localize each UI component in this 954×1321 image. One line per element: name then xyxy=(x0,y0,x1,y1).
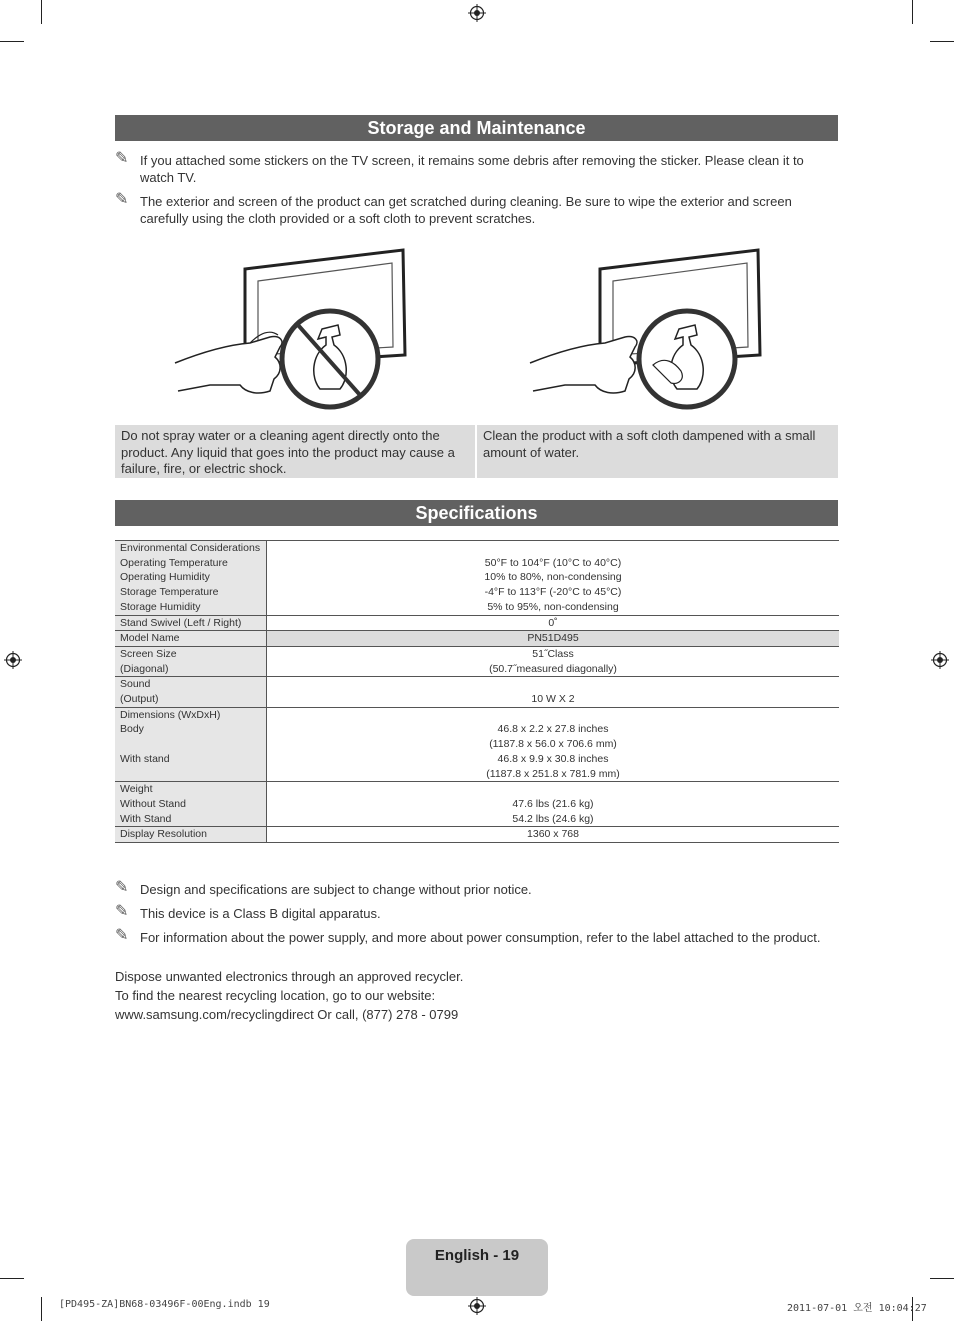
spec-value: 0˚ xyxy=(267,615,840,631)
crop-mark xyxy=(41,0,42,24)
registration-mark-icon xyxy=(931,651,949,669)
disposal-info xyxy=(115,967,463,1024)
storage-note xyxy=(115,152,840,186)
table-row xyxy=(115,827,839,843)
table-row xyxy=(115,707,839,782)
detail-circle xyxy=(639,311,735,407)
specifications-section-title: Specifications xyxy=(115,500,838,526)
caption-soft-cloth: Clean the product with a soft cloth dampened with a small amount of water. xyxy=(477,425,838,478)
crop-mark xyxy=(41,1297,42,1321)
cloth-clean-illustration xyxy=(525,245,775,415)
spec-label: Model Name xyxy=(115,631,267,647)
disposal-line: www.samsung.com/recyclingdirect Or call, (877) 278 - 0799 xyxy=(115,1007,459,1022)
table-row xyxy=(115,677,839,707)
spec-label: Dimensions (WxDxH) Body With stand xyxy=(115,707,267,782)
spec-value: 50°F to 104°F (10°C to 40°C) 10% to 80%, non-condensing -4°F to 113°F (-20°C to 45°C) 5% to 95%, non-condensing xyxy=(267,541,840,616)
registration-mark-icon xyxy=(4,651,22,669)
spec-value: PN51D495 xyxy=(267,631,840,647)
page-number-tab: English - 19 xyxy=(406,1239,548,1296)
table-row xyxy=(115,615,839,631)
crop-mark xyxy=(912,0,913,24)
caption-do-not-spray: Do not spray water or a cleaning agent directly onto the product. Any liquid that goes into the product may cause a failure, fire, or electric shock. xyxy=(115,425,475,478)
hand-outline xyxy=(175,337,282,393)
spec-note-text: For information about the power supply, and more about power consumption, refer to the label attached to the product. xyxy=(140,930,821,945)
spec-value: 10 W X 2 xyxy=(267,677,840,707)
spec-label: Stand Swivel (Left / Right) xyxy=(115,615,267,631)
spec-label: Display Resolution xyxy=(115,827,267,843)
spec-note xyxy=(115,929,840,946)
crop-mark xyxy=(0,1278,24,1279)
storage-note-text: The exterior and screen of the product can get scratched during cleaning. Be sure to wipe the exterior and screen carefully using the cloth provided or a soft cloth to prevent scratches. xyxy=(140,194,792,226)
disposal-line: Dispose unwanted electronics through an approved recycler. xyxy=(115,969,464,984)
pencil-note-icon: ✎ xyxy=(115,879,129,896)
hand-outline xyxy=(530,337,637,393)
date-slug: 2011-07-01 오전 10:04:27 xyxy=(787,1303,927,1314)
spec-label: Weight Without Stand With Stand xyxy=(115,782,267,827)
registration-mark-icon xyxy=(468,1297,486,1315)
spec-label: Sound (Output) xyxy=(115,677,267,707)
spec-note-text: Design and specifications are subject to change without prior notice. xyxy=(140,882,532,897)
table-row xyxy=(115,646,839,676)
crop-mark xyxy=(930,41,954,42)
spec-note-text: This device is a Class B digital apparatus. xyxy=(140,906,381,921)
spec-value: 1360 x 768 xyxy=(267,827,840,843)
specifications-table xyxy=(115,540,839,843)
spec-note xyxy=(115,881,840,898)
spec-note xyxy=(115,905,840,922)
pencil-note-icon: ✎ xyxy=(115,191,129,208)
crop-mark xyxy=(930,1278,954,1279)
crop-mark xyxy=(0,41,24,42)
pencil-note-icon: ✎ xyxy=(115,903,129,920)
disposal-line: To find the nearest recycling location, go to our website: xyxy=(115,988,436,1003)
pencil-note-icon: ✎ xyxy=(115,927,129,944)
spec-label: Screen Size (Diagonal) xyxy=(115,646,267,676)
storage-note xyxy=(115,193,840,227)
spec-value: 46.8 x 2.2 x 27.8 inches (1187.8 x 56.0 x 706.6 mm) 46.8 x 9.9 x 30.8 inches (1187.8 x 251.8 x 781.9 mm) xyxy=(267,707,840,782)
prohibition-sign xyxy=(282,311,378,407)
file-slug: [PD495-ZA]BN68-03496F-00Eng.indb 19 xyxy=(59,1299,270,1310)
spec-label: Environmental Considerations Operating Temperature Operating Humidity Storage Temperature Storage Humidity xyxy=(115,541,267,616)
storage-note-text: If you attached some stickers on the TV screen, it remains some debris after removing the sticker. Please clean it to watch TV. xyxy=(140,153,804,185)
storage-section-title: Storage and Maintenance xyxy=(115,115,838,141)
table-row xyxy=(115,782,839,827)
spec-value: 51˝Class (50.7˝measured diagonally) xyxy=(267,646,840,676)
table-row xyxy=(115,631,839,647)
no-spray-illustration xyxy=(170,245,420,415)
registration-mark-icon xyxy=(468,4,486,22)
pencil-note-icon: ✎ xyxy=(115,150,129,167)
table-row xyxy=(115,541,839,616)
spec-value: 47.6 lbs (21.6 kg) 54.2 lbs (24.6 kg) xyxy=(267,782,840,827)
